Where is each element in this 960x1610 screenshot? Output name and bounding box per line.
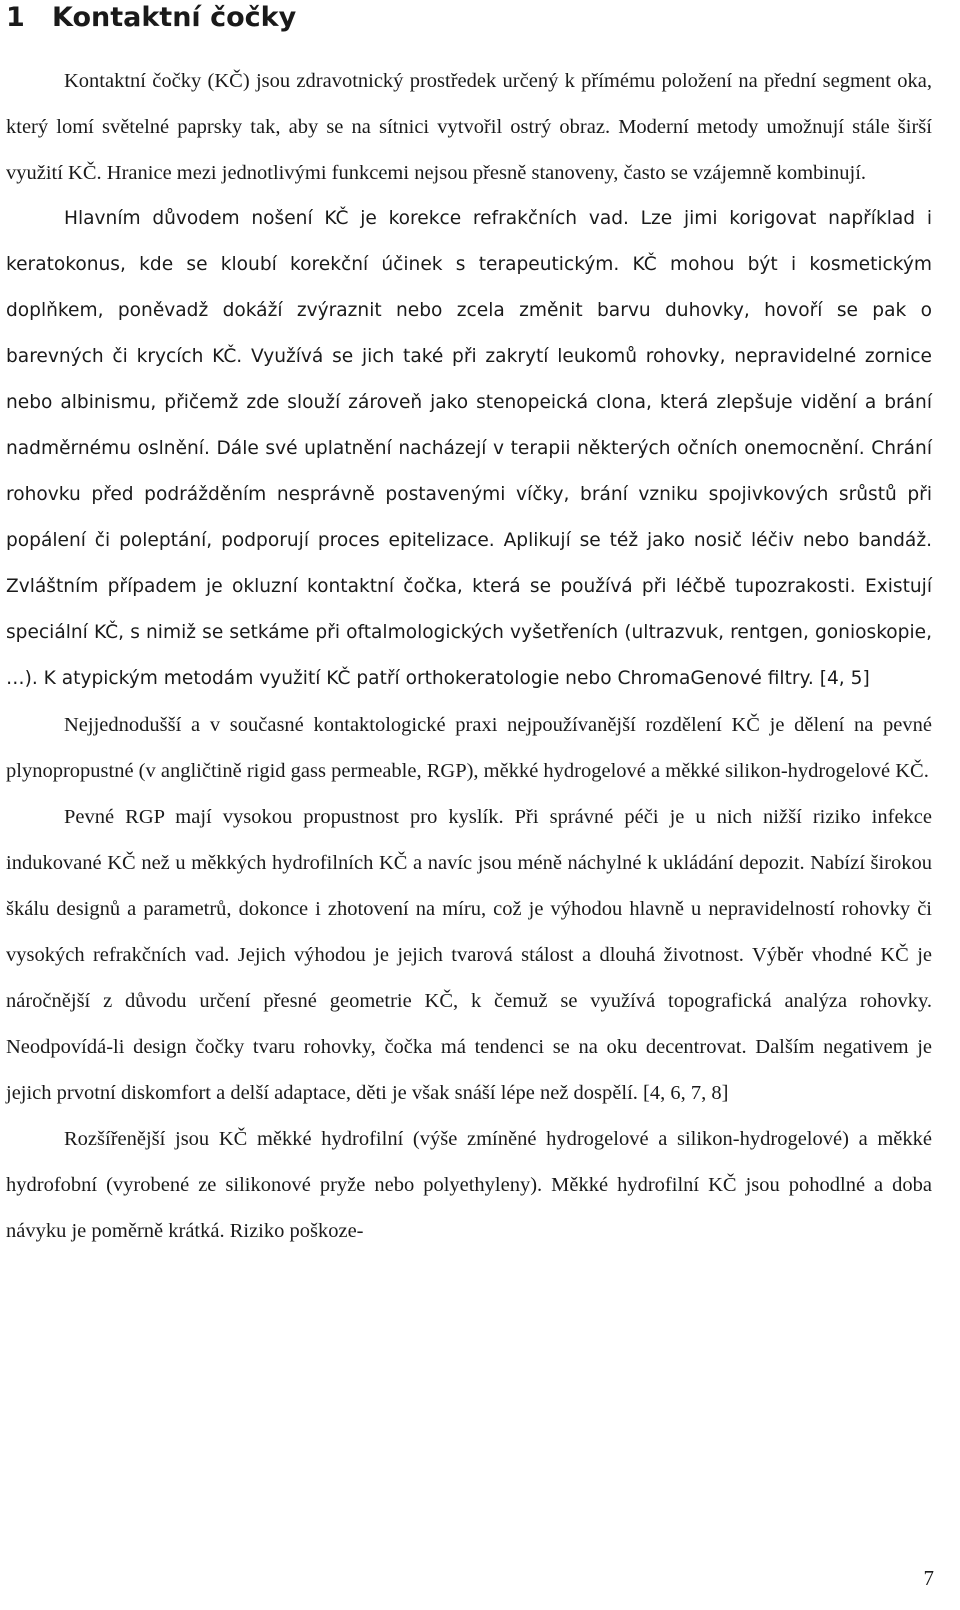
- page-number: 7: [923, 1566, 934, 1590]
- paragraph-classification: [6, 702, 932, 794]
- heading-spacer: [6, 44, 932, 58]
- paragraph-intro-text: Kontaktní čočky (KČ) jsou zdravotnický prostředek určený k přímému položení na přední segment oka, který lomí světelné paprsky tak, aby se na sítnici vytvořil ostrý obraz. Moderní metody umožnují stále širší využití KČ. Hranice mezi jednotlivými funkcemi nejsou přesně stanoveny, často se vzájemně kombinují.: [6, 70, 932, 184]
- paragraph-uses-text: Hlavním důvodem nošení KČ je korekce refrakčních vad. Lze jimi korigovat například i keratokonus, kde se kloubí korekční účinek s terapeutickým. KČ mohou být i kosmetickým doplňkem, poněvadž dokáží zvýraznit nebo zcela změnit barvu duhovky, hovoří se pak o barevných či krycích KČ. Využívá se jich také při zakrytí leukomů rohovky, nepravidelné zornice nebo albinismu, přičemž zde slouží zároveň jako stenopeická clona, která zlepšuje vidění a brání nadměrnému oslnění. Dále své uplatnění nacházejí v terapii některých očních onemocnění. Chrání rohovku před podrážděním nesprávně postavenými víčky, brání vzniku spojivkových srůstů při popálení či poleptání, podporují proces epitelizace. Aplikují se též jako nosič léčiv nebo bandáž. Zvláštním případem je okluzní kontaktní čočka, která se používá při léčbě tupozrakosti. Existují speciální KČ, s nimiž se setkáme při oftalmologických vyšetřeních (ultrazvuk, rentgen, gonioskopie, …). K atypickým metodám využití KČ patří orthokeratologie nebo ChromaGenové filtry. [4, 5]: [6, 208, 932, 689]
- paragraph-rgp-text: Pevné RGP mají vysokou propustnost pro kyslík. Při správné péči je u nich nižší riziko infekce indukované KČ než u měkkých hydrofilních KČ a navíc jsou méně náchylné k ukládání depozit. Nabízí širokou škálu designů a parametrů, dokonce i zhotovení na míru, což je výhodou hlavně u nepravidelností rohovky či vysokých refrakčních vad. Jejich výhodou je jejich tvarová stálost a dlouhá životnost. Výběr vhodné KČ je náročnější z důvodu určení přesné geometrie KČ, k čemuž se využívá topografická analýza rohovky. Neodpovídá-li design čočky tvaru rohovky, čočka má tendenci se na oku decentrovat. Dalším negativem je jejich prvotní diskomfort a delší adaptace, děti je však snáší lépe než dospělí. [4, 6, 7, 8]: [6, 806, 932, 1104]
- paragraph-intro: [6, 58, 932, 196]
- paragraph-soft-lenses-text: Rozšířenější jsou KČ měkké hydrofilní (výše zmíněné hydrogelové a silikon-hydrogelové) a měkké hydrofobní (vyrobené ze silikonové pryže nebo polyethyleny). Měkké hydrofilní KČ jsou pohodlné a doba návyku je poměrně krátká. Riziko poškoze-: [6, 1128, 932, 1242]
- chapter-number: 1: [6, 2, 25, 33]
- paragraph-soft-lenses: [6, 1116, 932, 1254]
- paragraph-classification-text: Nejjednodušší a v současné kontaktologické praxi nejpoužívanější rozdělení KČ je dělení na pevné plynopropustné (v angličtině rigid gass permeable, RGP), měkké hydrogelové a měkké silikon-hydrogelové KČ.: [6, 714, 932, 782]
- paragraph-rgp: [6, 794, 932, 1116]
- document-page: [6, 0, 932, 1254]
- chapter-title: Kontaktní čočky: [52, 2, 297, 33]
- chapter-heading: [6, 0, 932, 44]
- paragraph-uses: [6, 196, 932, 702]
